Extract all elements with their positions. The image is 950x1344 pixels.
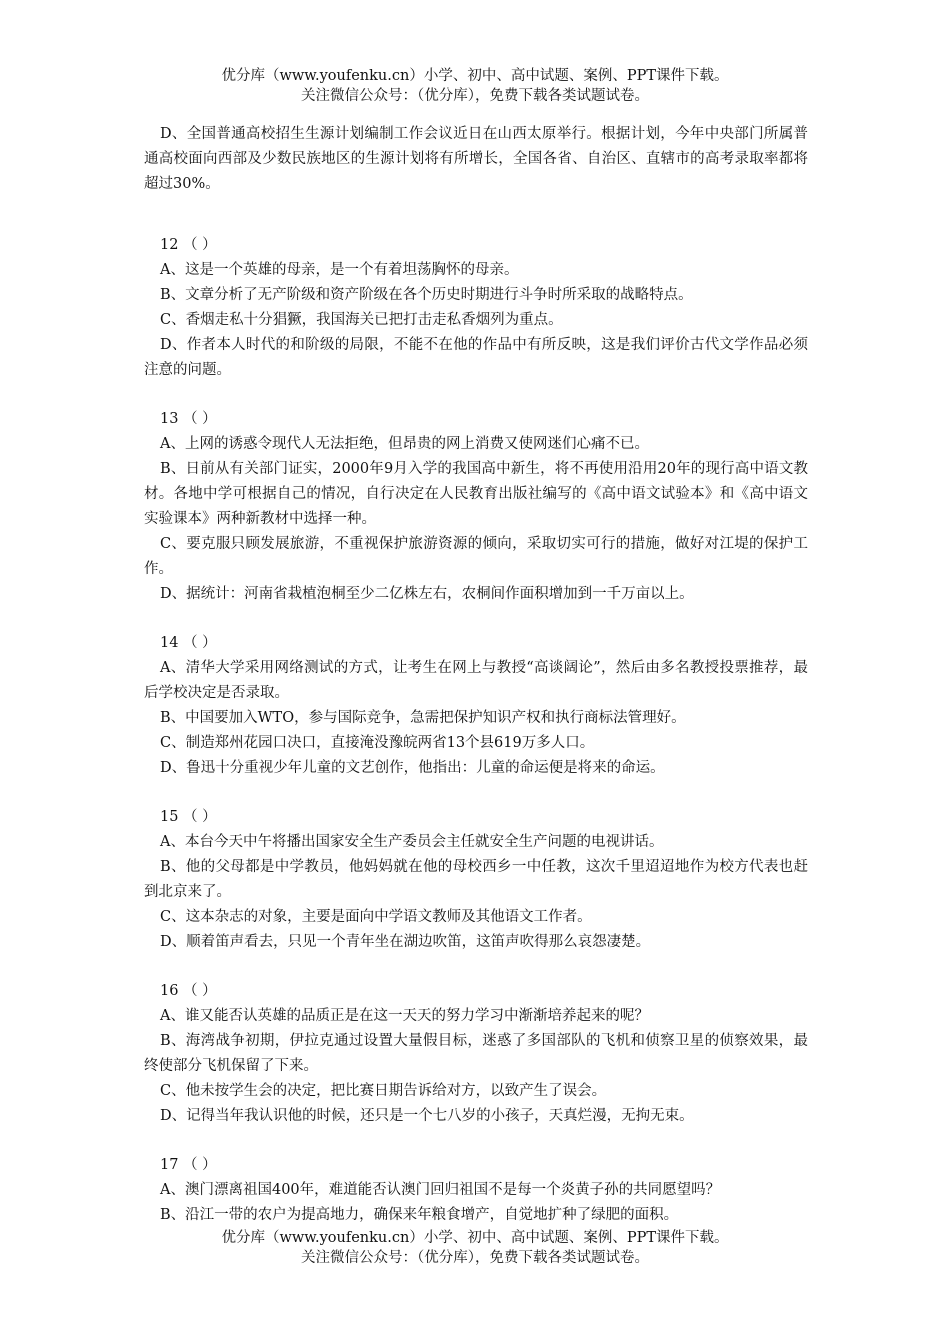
option-d: D、鲁迅十分重视少年儿童的文艺创作，他指出：儿童的命运便是将来的命运。 [160, 760, 665, 776]
option-a: A、谁又能否认英雄的品质正是在这一天天的努力学习中渐渐培养起来的呢？ [160, 1008, 649, 1024]
option-b: B、文章分析了无产阶级和资产阶级在各个历史时期进行斗争时所采取的战略特点。 [160, 287, 693, 303]
header-line-2: 关注微信公众号：（优分库），免费下载各类试题试卷。 [301, 88, 649, 104]
option-d: D、据统计：河南省栽植泡桐至少二亿株左右，农桐间作面积增加到一千万亩以上。 [160, 586, 694, 602]
question-number: 17 （ ） [160, 1157, 217, 1173]
option-c: C、香烟走私十分猖獗，我国海关已把打击走私香烟列为重点。 [160, 312, 563, 328]
option-b: B、日前从有关部门证实，2000年9月入学的我国高中新生，将不再使用沿用20年的现行高中语文教材。各地中学可根据自己的情况，自行决定在人民教育出版社编写的《高中语文试验本》和《高中语文实验课本》两种新教材中选择一种。 [144, 461, 808, 527]
option-d: D、作者本人时代的和阶级的局限，不能不在他的作品中有所反映，这是我们评价古代文学作品必须注意的问题。 [144, 337, 808, 378]
option-d: D、全国普通高校招生生源计划编制工作会议近日在山西太原举行。根据计划，今年中央部门所属普通高校面向西部及少数民族地区的生源计划将有所增长，全国各省、自治区、直辖市的高考录取率都将超过30%。 [144, 126, 808, 192]
option-b: B、沿江一带的农户为提高地力，确保来年粮食增产，自觉地扩种了绿肥的面积。 [160, 1207, 679, 1223]
option-d: D、记得当年我认识他的时候，还只是一个七八岁的小孩子，天真烂漫，无拘无束。 [160, 1108, 694, 1124]
page-header [0, 66, 950, 106]
option-b: B、中国要加入WTO，参与国际竞争，急需把保护知识产权和执行商标法管理好。 [160, 710, 686, 726]
footer-line-2: 关注微信公众号：（优分库），免费下载各类试题试卷。 [301, 1250, 649, 1266]
option-c: C、要克服只顾发展旅游，不重视保护旅游资源的倾向，采取切实可行的措施，做好对江堤的保护工作。 [144, 536, 808, 577]
option-a: A、本台今天中午将播出国家安全生产委员会主任就安全生产问题的电视讲话。 [160, 834, 664, 850]
question-number: 15 （ ） [160, 809, 217, 825]
question-number: 12 （ ） [160, 237, 217, 253]
option-a: A、清华大学采用网络测试的方式，让考生在网上与教授“高谈阔论”，然后由多名教授投票推荐，最后学校决定是否录取。 [144, 660, 808, 701]
option-b: B、海湾战争初期，伊拉克通过设置大量假目标，迷惑了多国部队的飞机和侦察卫星的侦察效果，最终使部分飞机保留了下来。 [144, 1033, 808, 1074]
option-c: C、这本杂志的对象，主要是面向中学语文教师及其他语文工作者。 [160, 909, 592, 925]
footer-line-1: 优分库（www.youfenku.cn）小学、初中、高中试题、案例、PPT课件下载。 [221, 1230, 729, 1246]
question-11-continuation [144, 122, 808, 197]
option-a: A、上网的诱惑令现代人无法拒绝，但昂贵的网上消费又使网迷们心痛不已。 [160, 436, 649, 452]
option-d: D、顺着笛声看去，只见一个青年坐在湖边吹笛，这笛声吹得那么哀怨凄楚。 [160, 934, 651, 950]
option-c: C、制造郑州花园口决口，直接淹没豫皖两省13个县619万多人口。 [160, 735, 595, 751]
option-a: A、澳门漂离祖国400年，难道能否认澳门回归祖国不是每一个炎黄子孙的共同愿望吗？ [160, 1182, 721, 1198]
option-c: C、他未按学生会的决定，把比赛日期告诉给对方，以致产生了误会。 [160, 1083, 607, 1099]
question-16 [144, 979, 808, 1129]
question-17 [144, 1153, 808, 1228]
header-line-1: 优分库（www.youfenku.cn）小学、初中、高中试题、案例、PPT课件下载。 [221, 68, 729, 84]
option-b: B、他的父母都是中学教员，他妈妈就在他的母校西乡一中任教，这次千里迢迢地作为校方代表也赶到北京来了。 [144, 859, 808, 900]
question-number: 14 （ ） [160, 635, 217, 651]
question-14 [144, 631, 808, 781]
document-body [144, 122, 808, 1252]
question-15 [144, 805, 808, 955]
page-footer [0, 1228, 950, 1268]
question-13 [144, 407, 808, 607]
question-12 [144, 233, 808, 383]
question-number: 13 （ ） [160, 411, 217, 427]
option-a: A、这是一个英雄的母亲，是一个有着坦荡胸怀的母亲。 [160, 262, 519, 278]
question-number: 16 （ ） [160, 983, 217, 999]
